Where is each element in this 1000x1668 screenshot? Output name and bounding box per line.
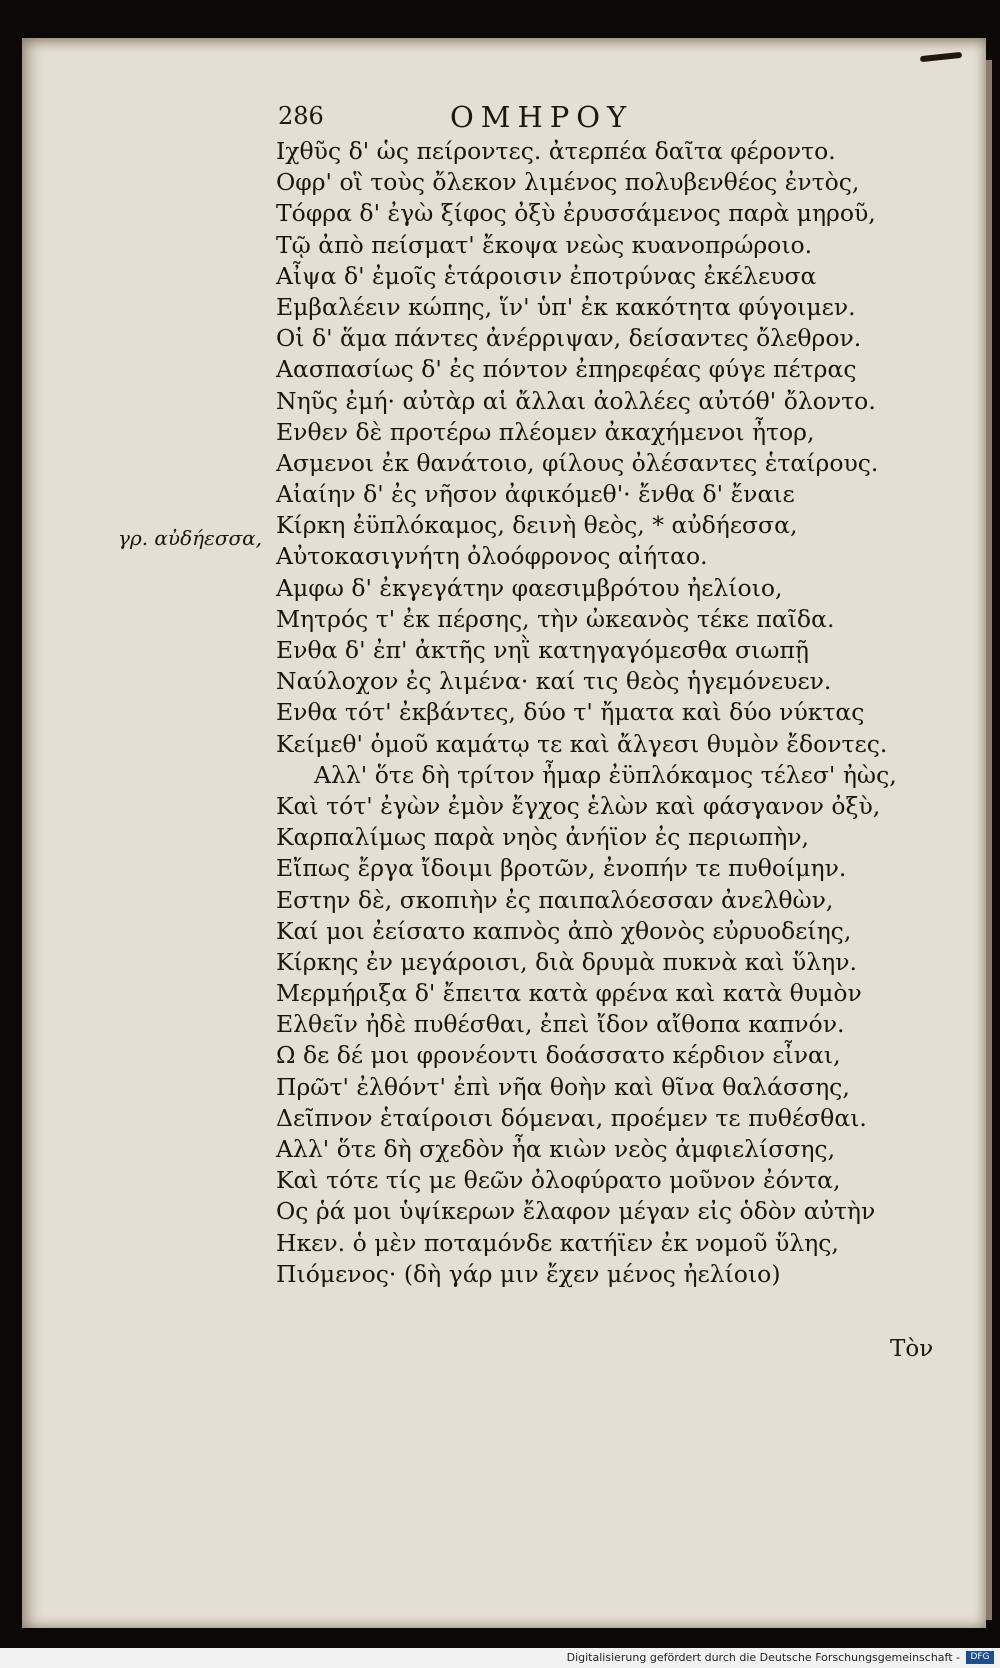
verse-line: Αμφω δ' ἐκγεγάτην φαεσιμβρότου ἠελίοιο, <box>276 573 783 602</box>
dfg-logo[interactable]: DFG <box>966 1651 994 1664</box>
verse-line: Αλλ' ὅτε δὴ σχεδὸν ἦα κιὼν νεὸς ἀμφιελίσσης, <box>276 1135 836 1163</box>
catchword: Τὸν <box>890 1336 934 1362</box>
verse-line: Ασμενοι ἐκ θανάτοιο, φίλους ὀλέσαντες ἑταίρους. <box>276 448 879 477</box>
verse-line: Αασπασίως δ' ἐς πόντον ἐπηρεφέας φύγε πέτρας <box>276 355 857 384</box>
verse-line: Νηῦς ἐμή· αὐτὰρ αἱ ἄλλαι ἀολλέες αὐτόθ' ὄλοντο. <box>276 386 876 415</box>
page-header <box>278 100 718 140</box>
verse-line: Καρπαλίμως παρὰ νηὸς ἀνήϊον ἐς περιωπὴν, <box>276 823 810 852</box>
verse-line: Ενθα τότ' ἐκβάντες, δύο τ' ἤματα καὶ δύο νύκτας <box>276 698 865 727</box>
verse-line: Αὐτοκασιγνήτη ὀλοόφρονος αἰήταο. <box>276 542 708 571</box>
verse-line: Πρῶτ' ἐλθόντ' ἐπὶ νῆα θοὴν καὶ θῖνα θαλάσσης, <box>276 1072 850 1101</box>
verse-line: Μητρός τ' ἐκ πέρσης, τὴν ὠκεανὸς τέκε παῖδα. <box>276 604 835 633</box>
verse-line: Ελθεῖν ἠδὲ πυθέσθαι, ἐπεὶ ἴδον αἴθοπα καπνόν. <box>276 1010 845 1039</box>
marginal-note: γρ. αὐδήεσσα, <box>118 526 263 550</box>
verse-line: Κίρκης ἐν μεγάροισι, διὰ δρυμὰ πυκνὰ καὶ ὕλην. <box>276 947 857 976</box>
verse-line: Τόφρα δ' ἐγὼ ξίφος ὀξὺ ἐρυσσάμενος παρὰ μηροῦ, <box>276 199 876 228</box>
verse-line: Ιχθῦς δ' ὡς πείροντες. ἀτερπέα δαῖτα φέροντο. <box>276 137 836 165</box>
verse-line: Εἴπως ἔργα ἴδοιμι βροτῶν, ἐνοπήν τε πυθοίμην. <box>276 854 847 883</box>
verse-line: Ω δε δέ μοι φρονέοντι δοάσσατο κέρδιον εἶναι, <box>276 1041 841 1070</box>
verse-line: Καί μοι ἐείσατο καπνὸς ἀπὸ χθονὸς εὐρυοδείης, <box>276 916 852 945</box>
verse-line: Αλλ' ὅτε δὴ τρίτον ἦμαρ ἐϋπλόκαμος τέλεσ' ἠὼς, <box>314 760 897 789</box>
verse-line: Ος ῥά μοι ὑψίκερων ἔλαφον μέγαν εἰς ὁδὸν αὐτὴν <box>276 1197 876 1226</box>
verse-line: Αἶψα δ' ἐμοῖς ἑτάροισιν ἐποτρύνας ἐκέλευσα <box>276 261 817 290</box>
verse-line: Δεῖπνον ἑταίροισι δόμεναι, προέμεν τε πυθέσθαι. <box>276 1103 867 1132</box>
running-title: ΟΜΗΡΟΥ <box>450 100 634 134</box>
verse-line: Πιόμενος· (δὴ γάρ μιν ἔχεν μένος ἠελίοιο) <box>276 1259 781 1288</box>
verse-text-block <box>276 136 906 1290</box>
verse-line: Τῷ ἀπὸ πείσματ' ἔκοψα νεὼς κυανοπρώροιο. <box>276 230 813 259</box>
verse-line: Εστην δὲ, σκοπιὴν ἐς παιπαλόεσσαν ἀνελθὼν, <box>276 885 834 914</box>
verse-line: Κείμεθ' ὁμοῦ καμάτῳ τε καὶ ἄλγεσι θυμὸν ἔδοντες. <box>276 729 888 758</box>
verse-line: Εμβαλέειν κώπης, ἵν' ὑπ' ἐκ κακότητα φύγοιμεν. <box>276 292 856 321</box>
footer-bar <box>0 1648 1000 1668</box>
page-number: 286 <box>278 102 324 130</box>
verse-line: Καὶ τότε τίς με θεῶν ὀλοφύρατο μοῦνον ἐόντα, <box>276 1166 841 1195</box>
verse-line: Οφρ' οἳ τοὺς ὄλεκον λιμένος πολυβενθέος ἐντὸς, <box>276 168 860 197</box>
verse-line: Ναύλοχον ἐς λιμένα· καί τις θεὸς ἡγεμόνευεν. <box>276 667 832 696</box>
verse-line: Κίρκη ἐϋπλόκαμος, δεινὴ θεὸς, * αὐδήεσσα, <box>276 511 798 540</box>
page-edge <box>986 60 992 1620</box>
verse-line: Οἱ δ' ἅμα πάντες ἀνέρριψαν, δείσαντες ὄλεθρον. <box>276 324 862 353</box>
footer-credit: Digitalisierung gefördert durch die Deutsche Forschungsgemeinschaft - <box>566 1651 960 1664</box>
verse-line: Ενθα δ' ἐπ' ἀκτῆς νηῒ κατηγαγόμεσθα σιωπῇ <box>276 636 809 664</box>
verse-line: Αἰαίην δ' ἐς νῆσον ἀφικόμεθ'· ἔνθα δ' ἔναιε <box>276 480 795 509</box>
verse-line: Ηκεν. ὁ μὲν ποταμόνδε κατήϊεν ἐκ νομοῦ ὕλης, <box>276 1228 839 1257</box>
verse-line: Καὶ τότ' ἐγὼν ἐμὸν ἔγχος ἑλὼν καὶ φάσγανον ὀξὺ, <box>276 791 881 820</box>
verse-line: Ενθεν δὲ προτέρω πλέομεν ἀκαχήμενοι ἦτορ, <box>276 417 815 446</box>
verse-line: Μερμήριξα δ' ἔπειτα κατὰ φρένα καὶ κατὰ θυμὸν <box>276 979 862 1008</box>
